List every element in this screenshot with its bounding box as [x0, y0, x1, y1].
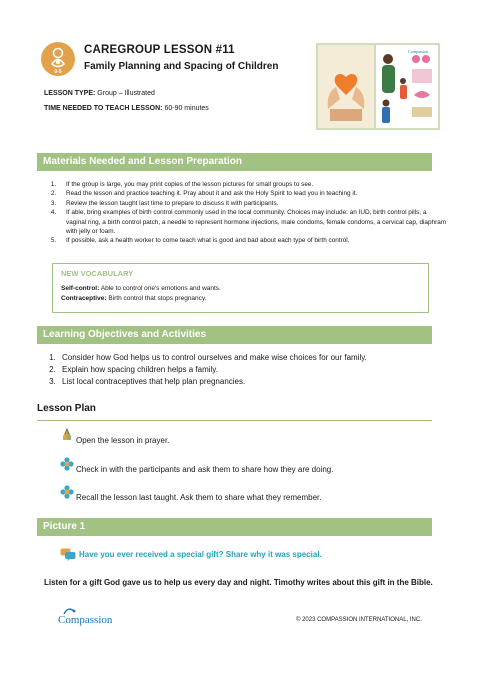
term-label: Self-control:: [61, 285, 100, 292]
lesson-badge: [41, 42, 75, 76]
lesson-thumbnail: [316, 43, 440, 130]
lesson-step-text: Check in with the participants and ask them to share how they are doing.: [76, 465, 334, 474]
lesson-type-label: LESSON TYPE:: [44, 90, 96, 97]
vocabulary-term: [61, 284, 420, 294]
lesson-step-text: Recall the lesson last taught. Ask them to share what they remember.: [76, 493, 322, 502]
flower-icon: [60, 485, 74, 499]
list-item: 3. Review the lesson taught last time to prepare to discuss it with participants.: [58, 199, 448, 208]
materials-section-header: Materials Needed and Lesson Preparation: [37, 153, 432, 171]
flower-icon: [60, 457, 74, 471]
discussion-question: Have you ever received a special gift? Share why it was special.: [79, 550, 322, 559]
badge-age-label: 0-5: [54, 69, 62, 75]
list-item: 2. Explain how spacing children helps a family.: [58, 364, 448, 376]
vocabulary-box: [52, 263, 429, 313]
materials-list: [44, 180, 448, 246]
picture1-section-header: Picture 1: [37, 518, 432, 536]
lesson-time-label: TIME NEEDED TO TEACH LESSON:: [44, 105, 163, 112]
lesson-plan-divider: [37, 420, 432, 421]
vocabulary-heading: NEW VOCABULARY: [61, 269, 134, 278]
lesson-type-value: Group – Illustrated: [97, 90, 155, 97]
page-title: CAREGROUP LESSON #11: [84, 44, 235, 56]
lesson-illustration: [316, 43, 440, 130]
praying-hands-icon: [60, 428, 74, 442]
mother-child-icon: [41, 42, 75, 76]
term-definition: Birth control that stops pregnancy.: [108, 295, 207, 302]
lesson-type: [44, 90, 155, 97]
picture1-instruction: Listen for a gift God gave us to help us every day and night. Timothy writes about this gift in the Bible.: [44, 578, 433, 587]
list-item: 1. If the group is large, you may print copies of the lesson pictures for small groups to see.: [58, 180, 448, 189]
vocabulary-term: [61, 294, 420, 304]
list-item: 3. List local contraceptives that help plan pregnancies.: [58, 376, 448, 388]
objectives-list: [44, 352, 448, 389]
thumbnail-brand-text: Compassion: [408, 49, 428, 54]
objectives-section-header: Learning Objectives and Activities: [37, 326, 432, 344]
term-definition: Able to control one's emotions and wants.: [100, 285, 221, 292]
term-label: Contraceptive:: [61, 295, 107, 302]
list-item: 5. If possible, ask a health worker to come teach what is good and bad about each type of birth control.: [58, 236, 448, 245]
lesson-time: [44, 105, 209, 112]
list-item: 1. Consider how God helps us to control ourselves and make wise choices for our family.: [58, 352, 448, 364]
lesson-step-text: Open the lesson in prayer.: [76, 436, 170, 445]
copyright-notice: © 2023 COMPASSION INTERNATIONAL, INC.: [296, 617, 422, 623]
lesson-plan-heading: Lesson Plan: [37, 403, 96, 414]
page-subtitle: Family Planning and Spacing of Children: [84, 61, 279, 72]
list-item: 2. Read the lesson and practice teaching it. Pray about it and ask the Holy Spirit to lead you in teaching it.: [58, 189, 448, 198]
lesson-time-value: 60-90 minutes: [164, 105, 209, 112]
compassion-logo-text: Compassion: [58, 614, 113, 626]
list-item: 4. If able, bring examples of birth control commonly used in the local community. Choices may include: an IUD, birth control pills, a vaginal ring, a birth control patch, a needle to represent hormone injections, male condoms, female condoms, a cervical cap, diaphram with jelly or foam.: [58, 208, 448, 236]
speech-bubbles-icon: [60, 548, 76, 561]
